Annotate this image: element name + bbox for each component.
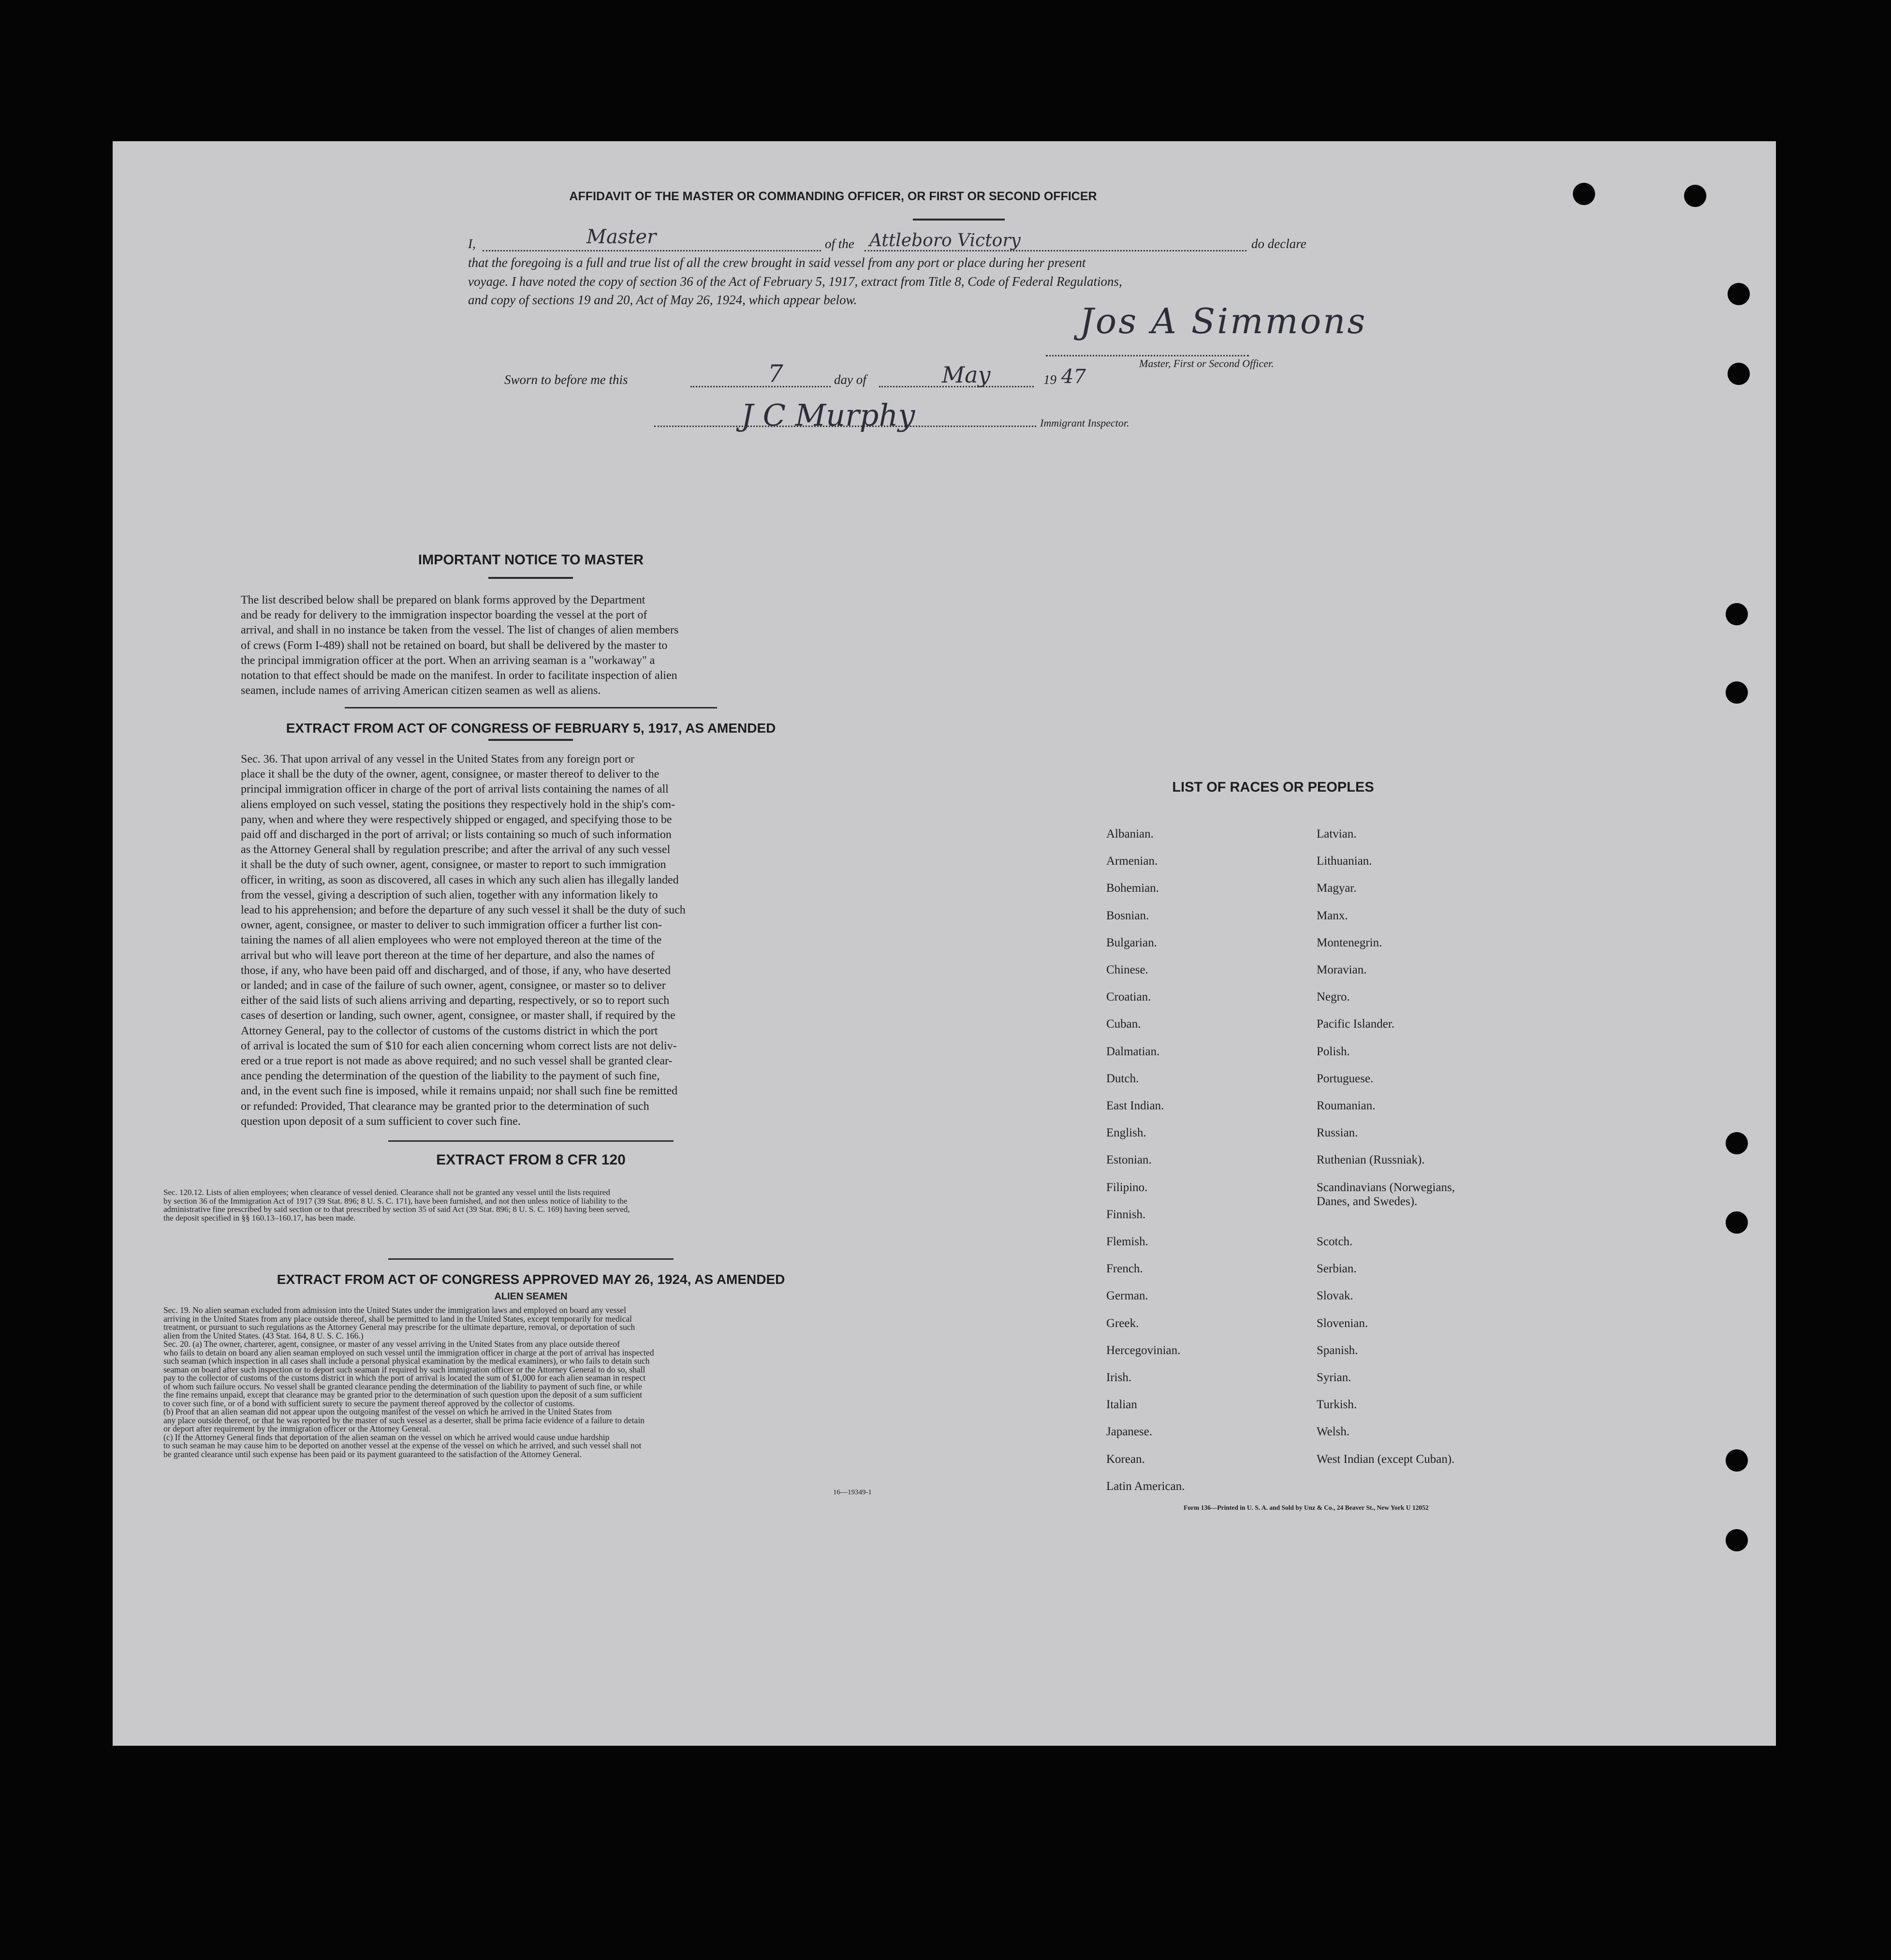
race-item: Syrian. [1317,1371,1351,1384]
races-title: LIST OF RACES OR PEOPLES [1172,780,1374,795]
race-item: Spanish. [1317,1343,1358,1357]
punch-hole [1726,681,1748,704]
punch-hole [1728,283,1750,305]
race-item: Dalmatian. [1106,1045,1160,1058]
extract-1924-footnote: 16—19349-1 [833,1488,872,1496]
race-item: Latvian. [1317,827,1357,840]
race-item: East Indian. [1106,1099,1164,1112]
race-item: Dutch. [1106,1072,1139,1085]
extract-1917-top-rule [345,707,717,708]
race-item: Slovak. [1317,1289,1353,1303]
sworn-line [504,360,1205,393]
punch-hole [1728,363,1750,385]
race-item: Slovenian. [1317,1316,1368,1330]
race-item: Turkish. [1317,1398,1357,1412]
race-item: Russian. [1317,1126,1358,1140]
extract-1924-body: Sec. 19. No alien seaman excluded from admission into the United States under the immigration laws and employed on board any vessel arriving in the United States from any place outside thereof, shall be permitted to land in the United States, except temporarily for medical treatment, or pursuant to such regulations as the Attorney General may prescribe for the ultimate departure, removal, or deportation of such alien from the United States. (43 Stat. 164, 8 U. S. C. 166.) Sec. 20. (a) The owner, charterer, agent, consignee, or master of any vessel arriving in the United States from any place outside thereof who fails to detain on board any alien seaman employed on such vessel until the immigration officer in charge at the port of arrival has inspected such seaman (which inspection in all cases shall include a personal physical examination by the medical examiners), or who fails to detain such seaman on board after such inspection or to deport such seaman if required by such immigration officer or the Attorney General to do so, shall pay to the collector of customs of the customs district in which the port of arrival is located the sum of $1,000 for each alien seaman in respect of whom such failure occurs. No vessel shall be granted clearance pending the determination of the liability to payment of such fine, or while the fine remains unpaid, except that clearance may be granted prior to the determination of such question upon the deposit of a sum sufficient to cover such fine, or of a bond with sufficient surety to secure the payment thereof approved by the collector of customs. (b) Proof that an alien seaman did not appear upon the outgoing manifest of the vessel on which he arrived in the United States from any place outside thereof, or that he was reported by the master of such vessel as a deserter, shall be prima facie evidence of a failure to detain or deport after requirement by the immigration officer or the Attorney General. (c) If the Attorney General finds that deportation of the alien seaman on the vessel on which he arrived would cause undue hardship to such seaman he may cause him to be deported on another vessel at the expense of the vessel on which he arrived, and such vessel shall not be granted clearance until such expense has been paid or its payment guaranteed to the satisfaction of the Attorney General. [163,1305,654,1459]
race-item: Korean. [1106,1452,1145,1466]
race-item: Portuguese. [1317,1072,1374,1085]
race-item: Scandinavians (Norwegians, Danes, and Swedes). [1317,1180,1455,1208]
race-item: Moravian. [1317,963,1367,976]
punch-hole [1726,1449,1748,1472]
race-item: Serbian. [1317,1262,1357,1276]
race-item: Bosnian. [1106,909,1149,922]
inspector-caption: Immigrant Inspector. [1040,417,1129,429]
race-item: West Indian (except Cuban). [1317,1452,1455,1466]
cfr-body: Sec. 120.12. Lists of alien employees; when clearance of vessel denied. Clearance shall not be granted any vessel until the lists required by section 36 of the Immigration Act of 1917 (39 Stat. 896; 8 U. S. C. 171), have been furnished, and not then unless notice of liability to the administrative fine prescribed by said section or to that prescribed by section 35 of said Act (39 Stat. 896; 8 U. S. C. 169) having been served, the deposit specified in §§ 160.13–160.17, has been made. [163,1188,630,1223]
race-item: Lithuanian. [1317,855,1372,868]
master-signature-line [1046,355,1249,356]
affidavit-body-line-2: voyage. I have noted the copy of section 36 of the Act of February 5, 1917, extract from Title 8, Code of Federal Regulations, [468,274,1122,289]
race-item: Irish. [1106,1371,1132,1384]
race-item: Filipino. [1106,1180,1148,1194]
sworn-month-handwriting: May [942,362,991,388]
day-of-label: day of [834,372,866,387]
notice-title: IMPORTANT NOTICE TO MASTER [418,552,644,568]
race-item: Polish. [1317,1045,1350,1058]
notice-title-rule [488,577,573,579]
punch-hole [1726,1132,1748,1154]
extract-1924-title: EXTRACT FROM ACT OF CONGRESS APPROVED MAY 26, 1924, AS AMENDED [277,1272,785,1287]
cfr-title: EXTRACT FROM 8 CFR 120 [436,1152,626,1168]
sworn-day-field [690,386,831,387]
race-item: Magyar. [1317,882,1357,895]
race-item: Hercegovinian. [1106,1343,1181,1357]
of-the-label: of the [825,236,854,251]
master-name-handwriting: Master [586,226,657,248]
race-item: English. [1106,1126,1146,1140]
do-declare-label: do declare [1251,236,1306,251]
affidavit-body-line-3: and copy of sections 19 and 20, Act of May 26, 1924, which appear below. [468,293,857,307]
punch-hole [1726,603,1748,625]
races-right-column [1317,827,1607,1504]
master-signature-caption: Master, First or Second Officer. [1139,357,1274,369]
notice-body: The list described below shall be prepared on blank forms approved by the Department and be ready for delivery to the immigration inspector boarding the vessel at the port of arrival, and shall in no instance be taken from the vessel. The list of changes of alien members of crews (Form I-489) shall not be retained on board, but shall be delivered by the master to the principal immigration officer at the port. When an arriving seaman is a "workaway" a notation to that effect should be made on the manifest. In order to facilitate inspection of alien seamen, include names of arriving American citizen seamen as well as aliens. [241,594,679,697]
document-sheet [113,141,1776,1746]
race-item: Greek. [1106,1316,1139,1330]
extract-1917-body: Sec. 36. That upon arrival of any vessel in the United States from any foreign port or place it shall be the duty of the owner, agent, consignee, or master thereof to deliver to the principal immigration officer in charge of the port of arrival lists containing the names of all aliens employed on such vessel, stating the positions they respectively hold in the ship's com- pany, when and where they were respectively shipped or engaged, and specifying those to be paid off and discharged in the port of arrival; or lists containing so much of such information as the Attorney General shall by regulation prescribe; and after the arrival of any such vessel it shall be the duty of such owner, agent, consignee, or master to report to such immigration officer, in writing, as soon as discovered, all cases in which any such alien has illegally landed from the vessel, giving a description of such alien, together with any information likely to lead to his apprehension; and before the departure of any such vessel it shall be the duty of such owner, agent, consignee, or master to deliver to such immigration officer a further list con- taining the names of all alien employees who were not employed thereon at the time of the arrival but who will leave port thereon at the time of her departure, and also the names of those, if any, who have been paid off and discharged, and of those, if any, who have deserted or landed; and in case of the failure of such owner, agent, consignee, or master so to deliver either of the said lists of such aliens arriving and departing, respectively, or so to report such cases of desertion or landing, such owner, agent, consignee, or master shall, if required by the Attorney General, pay to the collector of customs of the customs district in which the port of arrival is located the sum of $10 for each alien concerning whom correct lists are not deliv- ered or a true report is not made as above required; and no such vessel shall be granted clear- ance pending the determination of the question of the liability to the payment of such fine, and, in the event such fine is imposed, while it remains unpaid; nor shall such fine be remitted or refunded: Provided, That clearance may be granted prior to the determination of such question upon deposit of a sum sufficient to cover such fine. [241,753,686,1128]
form-footer: Form 136—Printed in U. S. A. and Sold by Unz & Co., 24 Beaver St., New York U 12052 [1184,1504,1429,1511]
affidavit-body-line-1: that the foregoing is a full and true list of all the crew brought in said vessel from any port or place during her present [468,255,1086,270]
race-item: Ruthenian (Russniak). [1317,1153,1425,1167]
race-item: Chinese. [1106,963,1148,976]
race-item: Bulgarian. [1106,936,1157,949]
race-item: Montenegrin. [1317,936,1382,949]
race-item: Italian [1106,1398,1137,1412]
affidavit-declaration-line [468,226,1503,256]
race-item: Armenian. [1106,855,1158,868]
affidavit-title: AFFIDAVIT OF THE MASTER OR COMMANDING OFFICER, OR FIRST OR SECOND OFFICER [569,190,1097,203]
race-item: Roumanian. [1317,1099,1376,1112]
punch-hole [1573,183,1595,205]
race-item: Negro. [1317,990,1350,1004]
race-item: Scotch. [1317,1235,1353,1248]
vessel-name-handwriting: Attleboro Victory [869,231,1021,251]
race-item: Welsh. [1317,1425,1350,1439]
sworn-label: Sworn to before me this [504,372,628,387]
race-item: Croatian. [1106,990,1151,1004]
inspector-signature: J C Murphy [741,398,915,433]
race-item: Japanese. [1106,1425,1153,1439]
affidavit-title-rule [913,219,1005,221]
punch-hole [1684,185,1706,207]
master-signature: Jos A Simmons [1080,301,1367,341]
cfr-top-rule [388,1140,674,1142]
punch-hole [1726,1211,1748,1234]
race-item: Finnish. [1106,1208,1146,1221]
race-item: Estonian. [1106,1153,1152,1167]
race-item: French. [1106,1262,1143,1276]
extract-1917-title-rule [488,739,573,741]
sworn-year-handwriting: 47 [1061,366,1086,388]
punch-hole [1726,1529,1748,1551]
sworn-year-prefix: 19 [1043,372,1056,387]
extract-1924-subtitle: ALIEN SEAMEN [494,1291,568,1302]
extract-1924-top-rule [388,1258,674,1260]
extract-1917-title: EXTRACT FROM ACT OF CONGRESS OF FEBRUARY 5, 1917, AS AMENDED [286,721,776,736]
race-item: Manx. [1317,909,1348,922]
race-item: Pacific Islander. [1317,1017,1395,1031]
sworn-day-handwriting: 7 [768,360,783,388]
race-item: Flemish. [1106,1235,1148,1248]
races-left-column [1106,827,1300,1504]
race-item: German. [1106,1289,1148,1303]
race-item: Albanian. [1106,827,1154,840]
affidavit-i-label: I, [468,236,476,251]
master-name-field [483,250,821,251]
race-item: Latin American. [1106,1479,1185,1493]
race-item: Cuban. [1106,1017,1141,1031]
race-item: Bohemian. [1106,882,1159,895]
